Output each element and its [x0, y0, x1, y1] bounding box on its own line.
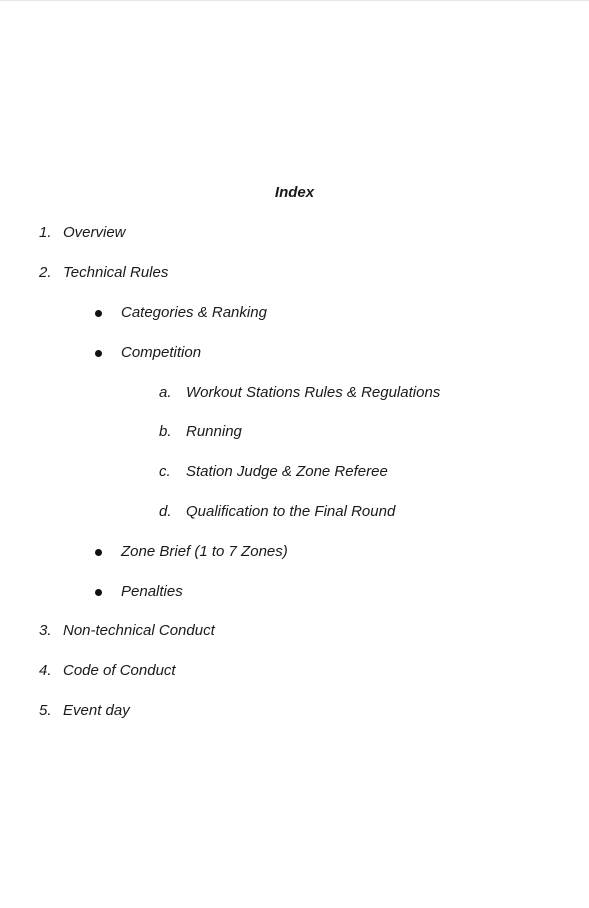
item-label: Event day	[63, 702, 130, 719]
item-label: Running	[186, 423, 242, 440]
item-letter: d.	[159, 503, 172, 520]
item-label: Penalties	[121, 583, 183, 600]
item-number: 3.	[39, 622, 52, 639]
item-label: Overview	[63, 224, 126, 241]
bullet-icon	[95, 350, 102, 357]
item-number: 5.	[39, 702, 52, 719]
item-label: Workout Stations Rules & Regulations	[186, 384, 441, 401]
item-letter: c.	[159, 463, 171, 480]
item-label: Qualification to the Final Round	[186, 503, 396, 520]
page-top-edge	[0, 0, 589, 1]
item-number: 1.	[39, 224, 52, 241]
item-label: Categories & Ranking	[121, 304, 267, 321]
item-letter: a.	[159, 384, 172, 401]
item-number: 2.	[39, 264, 52, 281]
item-label: Station Judge & Zone Referee	[186, 463, 388, 480]
item-label: Zone Brief (1 to 7 Zones)	[121, 543, 288, 560]
item-label: Code of Conduct	[63, 662, 176, 679]
index-title: Index	[274, 184, 315, 201]
bullet-icon	[95, 589, 102, 596]
item-letter: b.	[159, 423, 172, 440]
item-label: Technical Rules	[63, 264, 169, 281]
bullet-icon	[95, 549, 102, 556]
item-label: Competition	[121, 344, 202, 361]
item-label: Non-technical Conduct	[63, 622, 215, 639]
bullet-icon	[95, 310, 102, 317]
item-number: 4.	[39, 662, 52, 679]
